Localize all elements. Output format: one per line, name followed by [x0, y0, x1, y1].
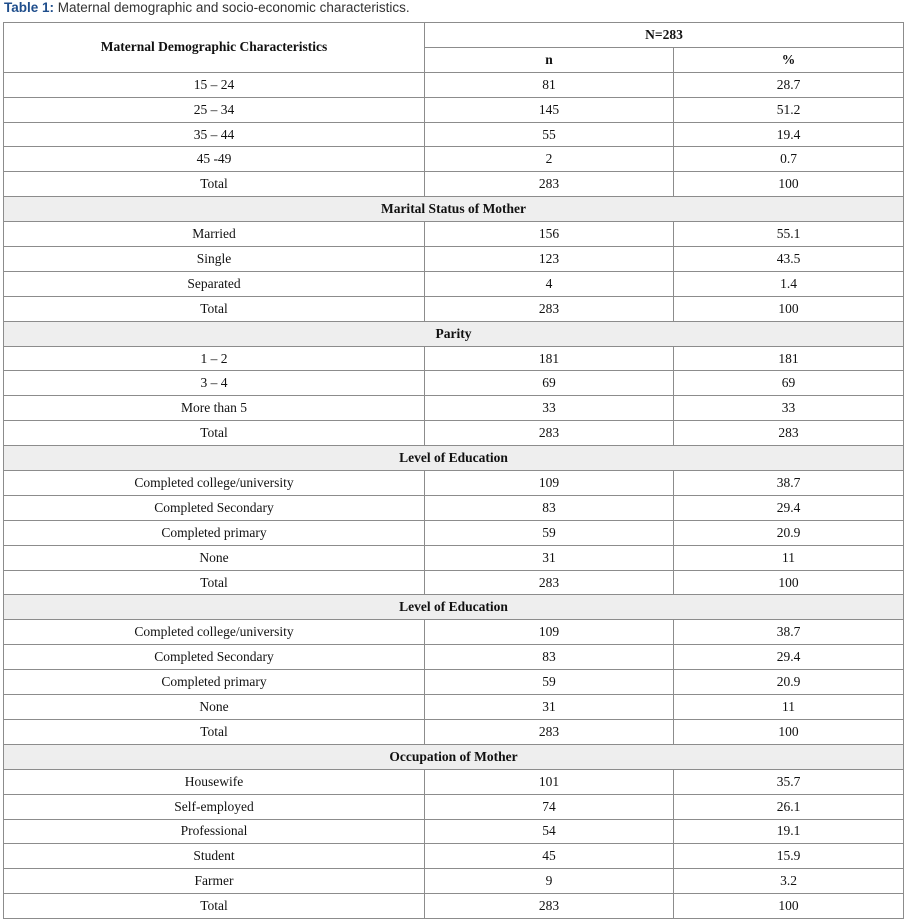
header-total-n: N=283 [425, 23, 904, 48]
row-label-cell: None [4, 695, 425, 720]
table-row [4, 495, 904, 520]
row-label-cell: Self-employed [4, 794, 425, 819]
row-percent-cell: 29.4 [674, 495, 904, 520]
header-n: n [425, 47, 674, 72]
row-percent-cell: 11 [674, 545, 904, 570]
row-label-cell: Professional [4, 819, 425, 844]
row-count-cell: 156 [425, 222, 674, 247]
row-label-cell: Total [4, 570, 425, 595]
header-percent: % [674, 47, 904, 72]
row-label-cell: 1 – 2 [4, 346, 425, 371]
row-percent-cell: 283 [674, 421, 904, 446]
table-row [4, 271, 904, 296]
row-count-cell: 31 [425, 545, 674, 570]
row-label-cell: Total [4, 719, 425, 744]
row-count-cell: 81 [425, 72, 674, 97]
row-percent-cell: 33 [674, 396, 904, 421]
row-count-cell: 123 [425, 247, 674, 272]
table-row [4, 421, 904, 446]
section-title: Marital Status of Mother [4, 197, 904, 222]
row-count-cell: 145 [425, 97, 674, 122]
table-row [4, 222, 904, 247]
section-header-row [4, 744, 904, 769]
section-title: Occupation of Mother [4, 744, 904, 769]
row-percent-cell: 181 [674, 346, 904, 371]
row-count-cell: 9 [425, 869, 674, 894]
table-row [4, 819, 904, 844]
row-percent-cell: 55.1 [674, 222, 904, 247]
section-header-row [4, 197, 904, 222]
row-percent-cell: 35.7 [674, 769, 904, 794]
table-row [4, 719, 904, 744]
row-label-cell: Total [4, 894, 425, 919]
table-row [4, 794, 904, 819]
row-percent-cell: 20.9 [674, 520, 904, 545]
row-count-cell: 283 [425, 570, 674, 595]
row-label-cell: 45 -49 [4, 147, 425, 172]
row-label-cell: 35 – 44 [4, 122, 425, 147]
row-percent-cell: 100 [674, 719, 904, 744]
row-count-cell: 59 [425, 520, 674, 545]
row-count-cell: 59 [425, 670, 674, 695]
table-row [4, 396, 904, 421]
section-title: Parity [4, 321, 904, 346]
row-label-cell: 25 – 34 [4, 97, 425, 122]
row-label-cell: Housewife [4, 769, 425, 794]
table-row [4, 869, 904, 894]
row-label-cell: Completed primary [4, 520, 425, 545]
table-row [4, 695, 904, 720]
table-row [4, 670, 904, 695]
caption-label: Table 1: [4, 0, 55, 15]
row-count-cell: 283 [425, 172, 674, 197]
table-row [4, 769, 904, 794]
row-count-cell: 54 [425, 819, 674, 844]
table-row [4, 172, 904, 197]
row-percent-cell: 20.9 [674, 670, 904, 695]
table-row [4, 570, 904, 595]
row-count-cell: 33 [425, 396, 674, 421]
row-label-cell: Total [4, 296, 425, 321]
row-percent-cell: 38.7 [674, 471, 904, 496]
row-label-cell: 15 – 24 [4, 72, 425, 97]
row-count-cell: 283 [425, 894, 674, 919]
section-title: Level of Education [4, 595, 904, 620]
row-percent-cell: 28.7 [674, 72, 904, 97]
row-count-cell: 83 [425, 495, 674, 520]
header-row [4, 23, 904, 48]
row-label-cell: Single [4, 247, 425, 272]
table-row [4, 147, 904, 172]
row-label-cell: Completed college/university [4, 620, 425, 645]
caption-text: Maternal demographic and socio-economic characteristics. [54, 0, 410, 15]
row-count-cell: 101 [425, 769, 674, 794]
row-label-cell: Completed Secondary [4, 645, 425, 670]
section-header-row [4, 446, 904, 471]
row-label-cell: None [4, 545, 425, 570]
row-count-cell: 83 [425, 645, 674, 670]
row-percent-cell: 100 [674, 172, 904, 197]
table-row [4, 247, 904, 272]
row-percent-cell: 38.7 [674, 620, 904, 645]
row-percent-cell: 43.5 [674, 247, 904, 272]
table-row [4, 844, 904, 869]
table-row [4, 122, 904, 147]
row-label-cell: Total [4, 421, 425, 446]
row-count-cell: 45 [425, 844, 674, 869]
section-title: Level of Education [4, 446, 904, 471]
table-row [4, 97, 904, 122]
row-count-cell: 109 [425, 471, 674, 496]
row-percent-cell: 100 [674, 296, 904, 321]
row-count-cell: 31 [425, 695, 674, 720]
demographics-table [3, 22, 904, 919]
table-row [4, 346, 904, 371]
row-count-cell: 283 [425, 421, 674, 446]
row-count-cell: 69 [425, 371, 674, 396]
row-percent-cell: 15.9 [674, 844, 904, 869]
row-percent-cell: 11 [674, 695, 904, 720]
row-percent-cell: 3.2 [674, 869, 904, 894]
row-percent-cell: 69 [674, 371, 904, 396]
row-percent-cell: 0.7 [674, 147, 904, 172]
table-row [4, 894, 904, 919]
row-label-cell: Married [4, 222, 425, 247]
header-characteristics: Maternal Demographic Characteristics [4, 23, 425, 73]
row-count-cell: 181 [425, 346, 674, 371]
row-count-cell: 109 [425, 620, 674, 645]
row-label-cell: Farmer [4, 869, 425, 894]
row-percent-cell: 19.4 [674, 122, 904, 147]
row-percent-cell: 100 [674, 894, 904, 919]
row-percent-cell: 29.4 [674, 645, 904, 670]
row-percent-cell: 1.4 [674, 271, 904, 296]
table-row [4, 471, 904, 496]
row-label-cell: Student [4, 844, 425, 869]
row-label-cell: Completed primary [4, 670, 425, 695]
row-percent-cell: 19.1 [674, 819, 904, 844]
table-body [4, 72, 904, 918]
row-label-cell: Completed college/university [4, 471, 425, 496]
table-row [4, 371, 904, 396]
section-header-row [4, 595, 904, 620]
row-label-cell: Separated [4, 271, 425, 296]
table-row [4, 520, 904, 545]
row-percent-cell: 26.1 [674, 794, 904, 819]
table-row [4, 72, 904, 97]
row-count-cell: 55 [425, 122, 674, 147]
table-row [4, 620, 904, 645]
row-count-cell: 4 [425, 271, 674, 296]
table-row [4, 296, 904, 321]
row-percent-cell: 51.2 [674, 97, 904, 122]
section-header-row [4, 321, 904, 346]
table-row [4, 645, 904, 670]
table-caption [4, 0, 410, 18]
table-row [4, 545, 904, 570]
row-label-cell: More than 5 [4, 396, 425, 421]
row-percent-cell: 100 [674, 570, 904, 595]
row-label-cell: Total [4, 172, 425, 197]
row-count-cell: 74 [425, 794, 674, 819]
row-count-cell: 2 [425, 147, 674, 172]
row-label-cell: 3 – 4 [4, 371, 425, 396]
row-count-cell: 283 [425, 296, 674, 321]
row-label-cell: Completed Secondary [4, 495, 425, 520]
row-count-cell: 283 [425, 719, 674, 744]
